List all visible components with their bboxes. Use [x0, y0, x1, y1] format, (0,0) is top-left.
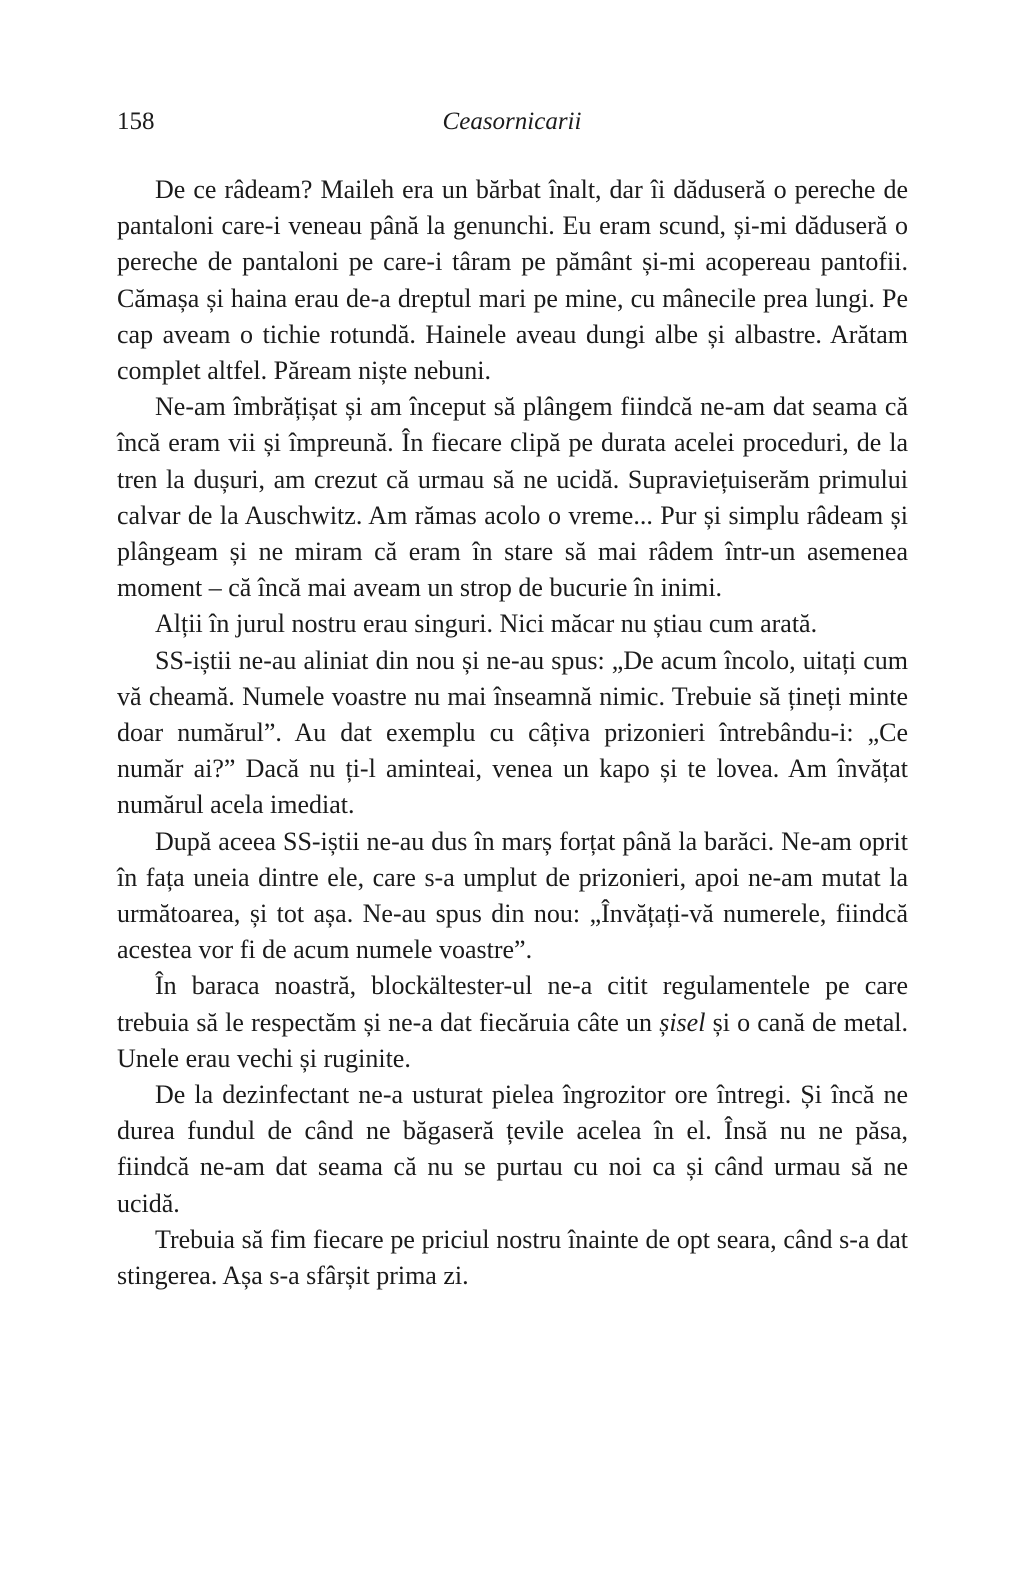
- running-title: Ceasornicarii: [442, 108, 582, 135]
- paragraph: Ne-am îmbrățișat și am început să plângem fiindcă ne-am dat seama că încă eram vii și împreună. În fiecare clipă pe durata acelei proceduri, de la tren la dușuri, am crezut că urmau să ne ucidă. Supraviețuiserăm primului calvar de la Auschwitz. Am rămas acolo o vreme... Pur și simplu râdeam și plângeam și ne miram că eram în stare să mai râdem într-un asemenea moment – că încă mai aveam un strop de bucurie în inimi.: [117, 392, 908, 603]
- page-header: [0, 107, 1024, 145]
- paragraph: De ce râdeam? Maileh era un bărbat înalt, dar îi dăduseră o pereche de pantaloni care-i veneau până la genunchi. Eu eram scund, și-mi dăduseră o pereche de pantaloni pe care-i târam pe pământ și-mi acopereau pantofii. Cămașa și haina erau de-a dreptul mari pe mine, cu mânecile prea lungi. Pe cap aveam o tichie rotundă. Hainele aveau dungi albe și albastre. Arătam complet altfel. Păream niște nebuni.: [117, 175, 908, 386]
- italic-term: șisel: [659, 1007, 706, 1037]
- paragraph: După aceea SS-iștii ne-au dus în marș forțat până la barăci. Ne-am oprit în fața uneia dintre ele, care s-a umplut de prizonieri, apoi ne-am mutat la următoarea, și tot așa. Ne-au spus din nou: „Învățați-vă numerele, fiindcă acestea vor fi de acum numele voastre”.: [117, 826, 908, 965]
- page-number: 158: [117, 108, 155, 135]
- paragraph: Trebuia să fim fiecare pe priciul nostru înainte de opt seara, când s-a dat stingerea. Așa s-a sfârșit prima zi.: [117, 1224, 908, 1291]
- paragraph-text: și o cană de metal. Unele erau vechi și ruginite.: [117, 1007, 908, 1073]
- paragraph: [117, 968, 908, 1077]
- paragraph-text: În baraca noastră, blockältester-ul ne-a citit regulamentele pe care trebuia să le respectăm și ne-a dat fiecăruia câte un: [117, 971, 908, 1037]
- paragraph: Alții în jurul nostru erau singuri. Nici măcar nu știau cum arată.: [155, 609, 818, 639]
- paragraph: De la dezinfectant ne-a usturat pielea îngrozitor ore întregi. Și încă ne durea fundul de când ne băgaseră țevile acelea în el. Însă nu ne păsa, fiindcă ne-am dat seama că nu se purtau cu noi ca și când urmau să ne ucidă.: [117, 1080, 908, 1218]
- body-text: [117, 172, 908, 1294]
- paragraph: SS-iștii ne-au aliniat din nou și ne-au spus: „De acum încolo, uitați cum vă cheamă. Numele voastre nu mai înseamnă nimic. Trebuie să țineți minte doar numărul”. Au dat exemplu cu câțiva prizonieri întrebându-i: „Ce număr ai?” Dacă nu ți-l aminteai, venea un kapo și te lovea. Am învățat numărul acela imediat.: [117, 645, 908, 820]
